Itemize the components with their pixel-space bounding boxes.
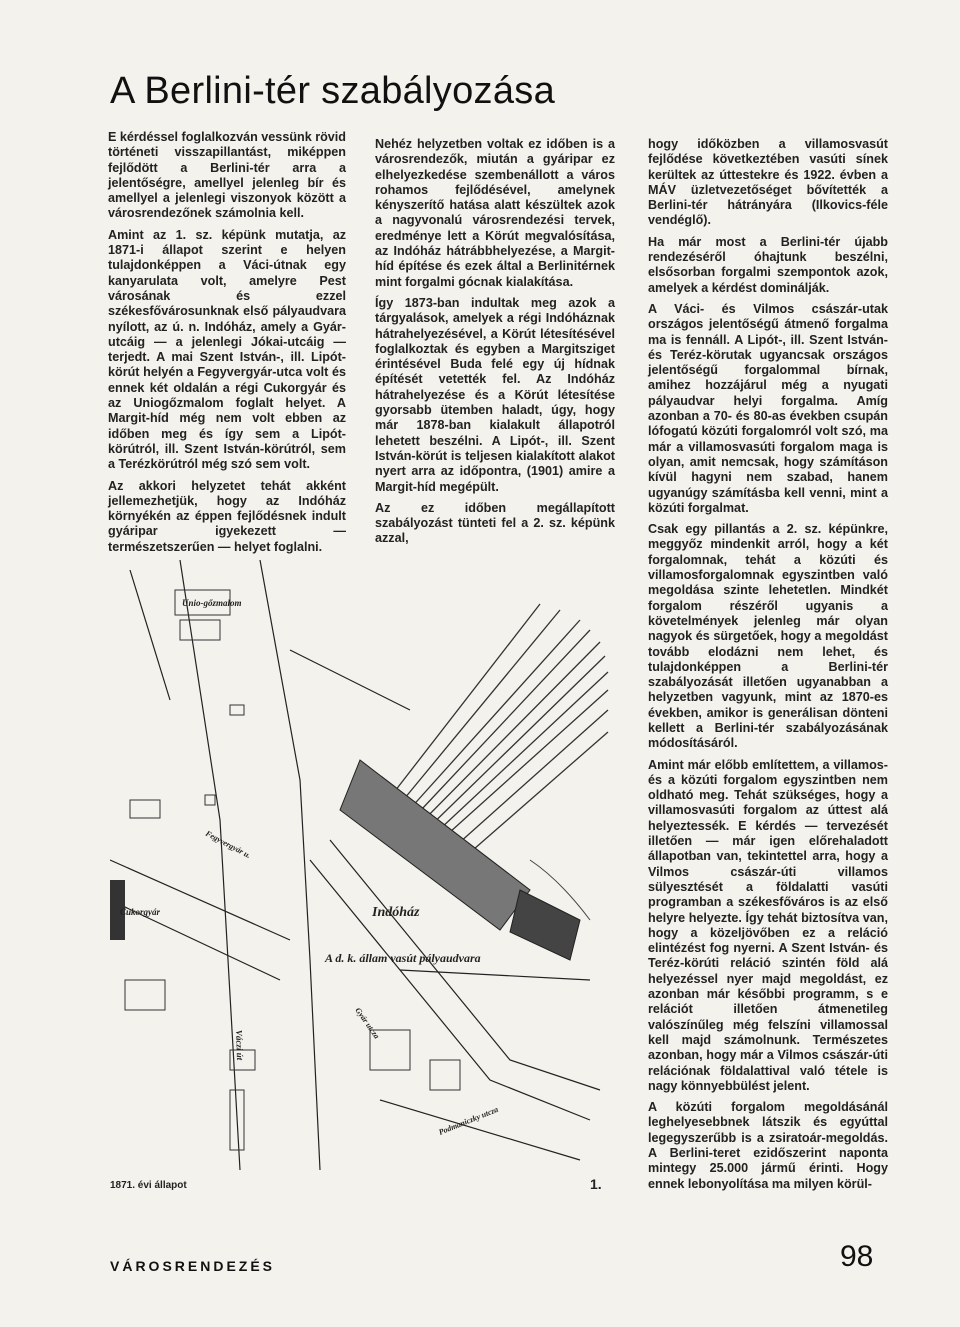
map-label-vaci: Váczi út [234, 1029, 246, 1061]
paragraph: Az ez időben megállapított szabályozást tünteti fel a 2. sz. képünk azzal, [375, 500, 615, 546]
map-label-indohaz: Indóház [372, 905, 420, 920]
page-title: A Berlini-tér szabályozása [110, 70, 556, 112]
map-label-podmaniczky: Podmaniczky utcza [437, 1104, 500, 1137]
paragraph: Az akkori helyzetet tehát akként jellemezhetjük, hogy az Indóház környékén az éppen fejlődésnek indult gyáripar igyekezett — természetszerűen — helyet foglalni. [108, 478, 346, 554]
paragraph: Amint az 1. sz. képünk mutatja, az 1871-i állapot szerint e helyen tulajdonképpen a Váci-útnak egy kanyarulata volt, amelyre Pest városának és ezzel székesfővárosunknak első pályaudvara nyílott, az ú. n. Indóház, amely a Gyár-utcáig — a jelenlegi Jókai-utcáig — terjedt. A mai Szent István-, ill. Lipót-körút helyén a Fegyvergyár-utca volt és ennek két oldalán a régi Cukorgyár és az Uniogőzmalom foglalt helyet. A Margit-híd még nem volt ebben az időben meg és így sem a Lipót-körútról, ill. Szent István-körútról, sem a Terézkörútról még szó sem volt. [108, 227, 346, 472]
paragraph: Nehéz helyzetben voltak ez időben is a városrendezők, miután a gyáripar ez elhelyezkedése szembenállott a város rohamos fejlődésével, amelynek kényszerítő hatása alatt készültek azok a nagyvonalú városrendezési tervek, eredménye lett a Körút megvalósítása, az Indóház hátrábbhelyezése, a Margit-híd építése és ezek által a Berlinitérnek mint forgalmi gócnak kialakítása. [375, 137, 615, 289]
paragraph: Amint már előbb említettem, a villamos- és a közúti forgalom egyszintben nem oldható meg. Tehát szükséges, hogy a villamosvasúti forgalom az úttest alá helyeztessék. E kérdés — tervezését illetően — már igen előrehaladott állapotban van, tekintettel arra, hogy a Vilmos császár-úti villamos sülyesztését a földalatti vasúti programban a székesfőváros is az első helyre helyezte. Így tehát biztosítva van, hogy a közeljövőben ez a reláció elintézést fog nyerni. A Szent István- és Teréz-körúti reláció szintén föld alá helyezéssel nyer majd megoldást, ez azonban már későbbi programm, s e relációt illetően átmenetileg valószínűleg még felszíni villamossal kell majd számolnunk. Természetes azonban, hogy már a Vilmos császár-úti relációnak földalattival való tétele is nagy könnyebbülést jelent. [648, 757, 888, 1093]
map-label-cukorgyar: Cukorgyár [120, 907, 161, 917]
paragraph: A közúti forgalom megoldásánál leghelyesebbnek látszik és egyúttal legegyszerűbb is a zsiratoár-megoldás. A Berlini-teret ezidőszerint naponta mintegy 25.000 jármű érinti. Hogy ennek lebonyolítása ma milyen körül- [648, 1100, 888, 1191]
paragraph: Így 1873-ban indultak meg azok a tárgyalások, amelyek a régi Indóháznak hátrahelyezésével, a Körút létesítésével foglalkoztak és egyben a Margitsziget érintésével Buda felé egy új hídnak építését vetették fel. Az Indóház hátrahelyezése és a Körút létesítése gyorsabb ütemben haladt, úgy, hogy már 1878-ban kialakult állapotról lehetett beszélni. A Lipót-, ill. Szent István-körút is teljesen kialakított alakot nyert arra az időpontra, (1901) amire a Margit-híd megépült. [375, 295, 615, 494]
text-column-3 [648, 137, 888, 1198]
paragraph: Csak egy pillantás a 2. sz. képünkre, meggyőz mindenkit arról, hogy a két forgalomnak, tehát a közúti és villamosforgalomnak egyszintben való megoldása szinte lehetetlen. Mindkét forgalom részéről ugyanis a követelmények jelenleg már olyan nagyok és sürgetőek, hogy a megoldást tovább elodázni nem lehet, és tulajdonképpen a Berlini-tér szabályozását illetően ugyanabban a helyzetben vagyunk, mint az 1870-es években, amikor is generálisan dönteni kellett a Berlini-tér szabályozásának módosításáról. [648, 522, 888, 751]
figure-caption: 1871. évi állapot [110, 1180, 187, 1191]
map-label-unio: Unio-gőzmalom [182, 598, 242, 608]
paragraph: A Váci- és Vilmos császár-utak országos jelentőségű átmenő forgalma ma is fennáll. A Lipót-, ill. Szent István- és Teréz-körutak ugyancsak országos jelentőségű forgalommal bírnak, amihez hozzájárul még a nyugati pályaudvar helyi forgalma. Amíg azonban a 70- és 80-as években csupán lófogatú közúti forgalomról volt szó, ma már a villamosvasúti forgalom maga is olyan, amit nemcsak, hogy számításon kívül hagyni nem szabad, hanem ugyanúgy számításba kell venni, mint a közúti forgalmat. [648, 301, 888, 515]
paragraph: E kérdéssel foglalkozván vessünk rövid történeti visszapillantást, miképpen fejlődött a Berlini-tér arra a jelentőségre, amellyel jelenleg bír és amellyel a jelenlegi viszonyok között a városrendezőnek számolnia kell. [108, 130, 346, 221]
text-column-2 [375, 137, 615, 553]
historic-map-1871 [110, 560, 610, 1170]
text-column-1 [108, 130, 346, 561]
paragraph: hogy időközben a villamosvasút fejlődése következtében vasúti sínek kerültek az úttestekre és 1922. évben a MÁV üzletvezetőséget bővítették a Berlini-tér hátrányára (Ilkovics-féle vendéglő). [648, 137, 888, 228]
page-number: 98 [840, 1240, 874, 1273]
figure-number: 1. [590, 1176, 602, 1192]
map-label-fegyvergyar: Fegyvergyár u. [204, 828, 253, 861]
map-label-gyar: Gyár utcza [353, 1005, 382, 1041]
map-label-palyaudvar: A d. k. állam vasút pályaudvara [325, 951, 481, 965]
paragraph: Ha már most a Berlini-tér újabb rendezéséről óhajtunk beszélni, elsősorban forgalmi szempontok azok, amelyek a kérdést dominálják. [648, 234, 888, 295]
journal-name: VÁROSRENDEZÉS [110, 1258, 276, 1274]
